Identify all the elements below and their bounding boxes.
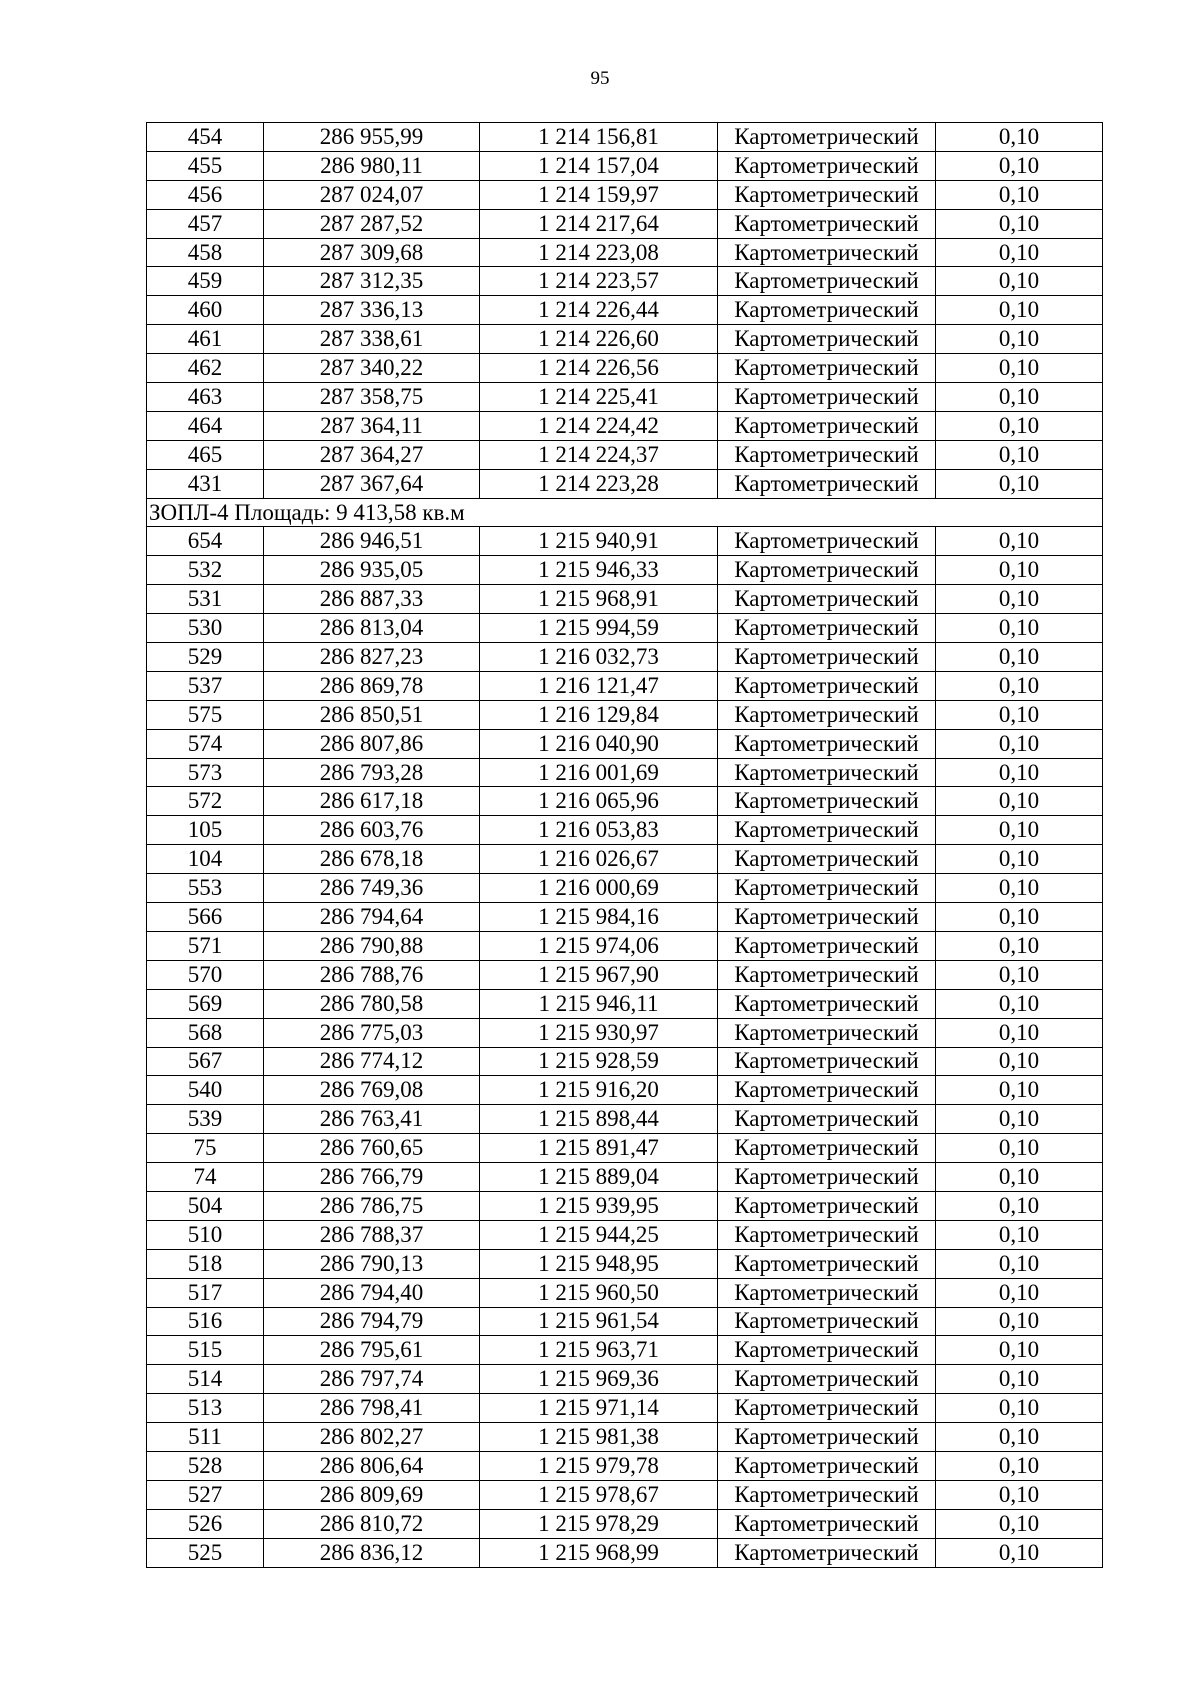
y-coordinate-cell: 1 215 898,44 <box>480 1105 718 1134</box>
accuracy-cell: 0,10 <box>936 556 1103 585</box>
point-number-cell: 575 <box>147 700 264 729</box>
x-coordinate-cell: 286 603,76 <box>264 816 480 845</box>
accuracy-cell: 0,10 <box>936 1163 1103 1192</box>
x-coordinate-cell: 286 836,12 <box>264 1538 480 1567</box>
method-cell: Картометрический <box>718 238 936 267</box>
y-coordinate-cell: 1 214 159,97 <box>480 180 718 209</box>
table-row <box>147 1509 1103 1538</box>
method-cell: Картометрический <box>718 296 936 325</box>
y-coordinate-cell: 1 215 969,36 <box>480 1365 718 1394</box>
table-row <box>147 209 1103 238</box>
x-coordinate-cell: 286 794,40 <box>264 1278 480 1307</box>
x-coordinate-cell: 286 760,65 <box>264 1134 480 1163</box>
point-number-cell: 454 <box>147 123 264 152</box>
table-row <box>147 1249 1103 1278</box>
point-number-cell: 539 <box>147 1105 264 1134</box>
point-number-cell: 459 <box>147 267 264 296</box>
method-cell: Картометрический <box>718 1423 936 1452</box>
method-cell: Картометрический <box>718 816 936 845</box>
y-coordinate-cell: 1 215 979,78 <box>480 1451 718 1480</box>
point-number-cell: 571 <box>147 931 264 960</box>
y-coordinate-cell: 1 215 960,50 <box>480 1278 718 1307</box>
y-coordinate-cell: 1 214 226,60 <box>480 325 718 354</box>
y-coordinate-cell: 1 215 928,59 <box>480 1047 718 1076</box>
table-row <box>147 1191 1103 1220</box>
y-coordinate-cell: 1 215 978,67 <box>480 1480 718 1509</box>
accuracy-cell: 0,10 <box>936 787 1103 816</box>
x-coordinate-cell: 286 807,86 <box>264 729 480 758</box>
table-row <box>147 1394 1103 1423</box>
x-coordinate-cell: 286 887,33 <box>264 585 480 614</box>
accuracy-cell: 0,10 <box>936 1134 1103 1163</box>
method-cell: Картометрический <box>718 931 936 960</box>
accuracy-cell: 0,10 <box>936 411 1103 440</box>
table-row <box>147 238 1103 267</box>
accuracy-cell: 0,10 <box>936 1249 1103 1278</box>
point-number-cell: 457 <box>147 209 264 238</box>
y-coordinate-cell: 1 216 001,69 <box>480 758 718 787</box>
method-cell: Картометрический <box>718 960 936 989</box>
table-row <box>147 787 1103 816</box>
method-cell: Картометрический <box>718 700 936 729</box>
table-row <box>147 1307 1103 1336</box>
point-number-cell: 75 <box>147 1134 264 1163</box>
table-row <box>147 1134 1103 1163</box>
accuracy-cell: 0,10 <box>936 643 1103 672</box>
accuracy-cell: 0,10 <box>936 700 1103 729</box>
method-cell: Картометрический <box>718 1249 936 1278</box>
table-row <box>147 960 1103 989</box>
y-coordinate-cell: 1 216 032,73 <box>480 643 718 672</box>
method-cell: Картометрический <box>718 585 936 614</box>
x-coordinate-cell: 286 790,13 <box>264 1249 480 1278</box>
method-cell: Картометрический <box>718 383 936 412</box>
point-number-cell: 456 <box>147 180 264 209</box>
y-coordinate-cell: 1 215 971,14 <box>480 1394 718 1423</box>
y-coordinate-cell: 1 215 974,06 <box>480 931 718 960</box>
y-coordinate-cell: 1 215 961,54 <box>480 1307 718 1336</box>
x-coordinate-cell: 286 766,79 <box>264 1163 480 1192</box>
method-cell: Картометрический <box>718 729 936 758</box>
accuracy-cell: 0,10 <box>936 180 1103 209</box>
table-row <box>147 903 1103 932</box>
accuracy-cell: 0,10 <box>936 1423 1103 1452</box>
accuracy-cell: 0,10 <box>936 325 1103 354</box>
x-coordinate-cell: 287 024,07 <box>264 180 480 209</box>
accuracy-cell: 0,10 <box>936 238 1103 267</box>
x-coordinate-cell: 286 798,41 <box>264 1394 480 1423</box>
accuracy-cell: 0,10 <box>936 585 1103 614</box>
point-number-cell: 572 <box>147 787 264 816</box>
y-coordinate-cell: 1 216 040,90 <box>480 729 718 758</box>
method-cell: Картометрический <box>718 180 936 209</box>
x-coordinate-cell: 286 806,64 <box>264 1451 480 1480</box>
accuracy-cell: 0,10 <box>936 903 1103 932</box>
table-row <box>147 1365 1103 1394</box>
method-cell: Картометрический <box>718 1220 936 1249</box>
page-number: 95 <box>590 68 610 89</box>
table-row <box>147 1018 1103 1047</box>
point-number-cell: 516 <box>147 1307 264 1336</box>
x-coordinate-cell: 286 749,36 <box>264 874 480 903</box>
y-coordinate-cell: 1 214 225,41 <box>480 383 718 412</box>
y-coordinate-cell: 1 215 978,29 <box>480 1509 718 1538</box>
point-number-cell: 553 <box>147 874 264 903</box>
method-cell: Картометрический <box>718 787 936 816</box>
point-number-cell: 74 <box>147 1163 264 1192</box>
point-number-cell: 570 <box>147 960 264 989</box>
method-cell: Картометрический <box>718 1336 936 1365</box>
point-number-cell: 464 <box>147 411 264 440</box>
table-row <box>147 1163 1103 1192</box>
y-coordinate-cell: 1 215 889,04 <box>480 1163 718 1192</box>
table-row <box>147 1336 1103 1365</box>
x-coordinate-cell: 286 786,75 <box>264 1191 480 1220</box>
point-number-cell: 566 <box>147 903 264 932</box>
accuracy-cell: 0,10 <box>936 845 1103 874</box>
x-coordinate-cell: 287 312,35 <box>264 267 480 296</box>
point-number-cell: 574 <box>147 729 264 758</box>
y-coordinate-cell: 1 215 946,11 <box>480 989 718 1018</box>
method-cell: Картометрический <box>718 556 936 585</box>
x-coordinate-cell: 286 769,08 <box>264 1076 480 1105</box>
method-cell: Картометрический <box>718 1538 936 1567</box>
x-coordinate-cell: 286 955,99 <box>264 123 480 152</box>
accuracy-cell: 0,10 <box>936 874 1103 903</box>
x-coordinate-cell: 287 309,68 <box>264 238 480 267</box>
point-number-cell: 527 <box>147 1480 264 1509</box>
table-row <box>147 1278 1103 1307</box>
coordinates-table-body <box>147 123 1103 1568</box>
y-coordinate-cell: 1 215 967,90 <box>480 960 718 989</box>
point-number-cell: 532 <box>147 556 264 585</box>
point-number-cell: 569 <box>147 989 264 1018</box>
x-coordinate-cell: 286 780,58 <box>264 989 480 1018</box>
table-row <box>147 296 1103 325</box>
method-cell: Картометрический <box>718 671 936 700</box>
point-number-cell: 513 <box>147 1394 264 1423</box>
accuracy-cell: 0,10 <box>936 1278 1103 1307</box>
table-row <box>147 585 1103 614</box>
point-number-cell: 463 <box>147 383 264 412</box>
accuracy-cell: 0,10 <box>936 151 1103 180</box>
method-cell: Картометрический <box>718 411 936 440</box>
method-cell: Картометрический <box>718 874 936 903</box>
x-coordinate-cell: 287 358,75 <box>264 383 480 412</box>
x-coordinate-cell: 286 809,69 <box>264 1480 480 1509</box>
accuracy-cell: 0,10 <box>936 960 1103 989</box>
x-coordinate-cell: 286 794,64 <box>264 903 480 932</box>
y-coordinate-cell: 1 214 156,81 <box>480 123 718 152</box>
section-header-row <box>147 498 1103 527</box>
x-coordinate-cell: 286 775,03 <box>264 1018 480 1047</box>
method-cell: Картометрический <box>718 1278 936 1307</box>
table-row <box>147 1047 1103 1076</box>
y-coordinate-cell: 1 215 939,95 <box>480 1191 718 1220</box>
table-row <box>147 556 1103 585</box>
table-row <box>147 729 1103 758</box>
point-number-cell: 525 <box>147 1538 264 1567</box>
y-coordinate-cell: 1 216 053,83 <box>480 816 718 845</box>
accuracy-cell: 0,10 <box>936 1365 1103 1394</box>
method-cell: Картометрический <box>718 123 936 152</box>
method-cell: Картометрический <box>718 1509 936 1538</box>
x-coordinate-cell: 286 797,74 <box>264 1365 480 1394</box>
method-cell: Картометрический <box>718 643 936 672</box>
table-row <box>147 816 1103 845</box>
accuracy-cell: 0,10 <box>936 816 1103 845</box>
method-cell: Картометрический <box>718 267 936 296</box>
x-coordinate-cell: 286 869,78 <box>264 671 480 700</box>
y-coordinate-cell: 1 216 121,47 <box>480 671 718 700</box>
method-cell: Картометрический <box>718 903 936 932</box>
method-cell: Картометрический <box>718 354 936 383</box>
x-coordinate-cell: 287 340,22 <box>264 354 480 383</box>
method-cell: Картометрический <box>718 1307 936 1336</box>
y-coordinate-cell: 1 216 000,69 <box>480 874 718 903</box>
point-number-cell: 455 <box>147 151 264 180</box>
accuracy-cell: 0,10 <box>936 1018 1103 1047</box>
method-cell: Картометрический <box>718 1134 936 1163</box>
method-cell: Картометрический <box>718 1394 936 1423</box>
point-number-cell: 460 <box>147 296 264 325</box>
point-number-cell: 510 <box>147 1220 264 1249</box>
point-number-cell: 431 <box>147 469 264 498</box>
method-cell: Картометрический <box>718 1105 936 1134</box>
y-coordinate-cell: 1 215 994,59 <box>480 614 718 643</box>
point-number-cell: 514 <box>147 1365 264 1394</box>
y-coordinate-cell: 1 215 946,33 <box>480 556 718 585</box>
method-cell: Картометрический <box>718 469 936 498</box>
x-coordinate-cell: 286 827,23 <box>264 643 480 672</box>
point-number-cell: 104 <box>147 845 264 874</box>
x-coordinate-cell: 287 336,13 <box>264 296 480 325</box>
point-number-cell: 515 <box>147 1336 264 1365</box>
x-coordinate-cell: 286 810,72 <box>264 1509 480 1538</box>
y-coordinate-cell: 1 214 226,44 <box>480 296 718 325</box>
method-cell: Картометрический <box>718 527 936 556</box>
x-coordinate-cell: 286 617,18 <box>264 787 480 816</box>
method-cell: Картометрический <box>718 1451 936 1480</box>
accuracy-cell: 0,10 <box>936 614 1103 643</box>
accuracy-cell: 0,10 <box>936 1047 1103 1076</box>
x-coordinate-cell: 287 367,64 <box>264 469 480 498</box>
table-row <box>147 411 1103 440</box>
accuracy-cell: 0,10 <box>936 1509 1103 1538</box>
y-coordinate-cell: 1 214 157,04 <box>480 151 718 180</box>
y-coordinate-cell: 1 216 065,96 <box>480 787 718 816</box>
point-number-cell: 530 <box>147 614 264 643</box>
x-coordinate-cell: 286 813,04 <box>264 614 480 643</box>
y-coordinate-cell: 1 214 223,28 <box>480 469 718 498</box>
accuracy-cell: 0,10 <box>936 1220 1103 1249</box>
x-coordinate-cell: 286 790,88 <box>264 931 480 960</box>
method-cell: Картометрический <box>718 440 936 469</box>
method-cell: Картометрический <box>718 758 936 787</box>
table-row <box>147 931 1103 960</box>
y-coordinate-cell: 1 215 968,91 <box>480 585 718 614</box>
accuracy-cell: 0,10 <box>936 729 1103 758</box>
point-number-cell: 105 <box>147 816 264 845</box>
accuracy-cell: 0,10 <box>936 758 1103 787</box>
y-coordinate-cell: 1 215 968,99 <box>480 1538 718 1567</box>
point-number-cell: 465 <box>147 440 264 469</box>
method-cell: Картометрический <box>718 209 936 238</box>
table-row <box>147 1105 1103 1134</box>
x-coordinate-cell: 286 793,28 <box>264 758 480 787</box>
x-coordinate-cell: 286 794,79 <box>264 1307 480 1336</box>
table-row <box>147 354 1103 383</box>
accuracy-cell: 0,10 <box>936 1336 1103 1365</box>
y-coordinate-cell: 1 214 223,08 <box>480 238 718 267</box>
x-coordinate-cell: 286 946,51 <box>264 527 480 556</box>
y-coordinate-cell: 1 214 217,64 <box>480 209 718 238</box>
method-cell: Картометрический <box>718 1480 936 1509</box>
accuracy-cell: 0,10 <box>936 1307 1103 1336</box>
table-row <box>147 527 1103 556</box>
method-cell: Картометрический <box>718 325 936 354</box>
accuracy-cell: 0,10 <box>936 1105 1103 1134</box>
table-row <box>147 267 1103 296</box>
table-row <box>147 469 1103 498</box>
table-row <box>147 614 1103 643</box>
table-row <box>147 151 1103 180</box>
y-coordinate-cell: 1 215 963,71 <box>480 1336 718 1365</box>
accuracy-cell: 0,10 <box>936 1191 1103 1220</box>
accuracy-cell: 0,10 <box>936 296 1103 325</box>
point-number-cell: 518 <box>147 1249 264 1278</box>
table-row <box>147 325 1103 354</box>
y-coordinate-cell: 1 216 026,67 <box>480 845 718 874</box>
y-coordinate-cell: 1 215 891,47 <box>480 1134 718 1163</box>
table-row <box>147 874 1103 903</box>
x-coordinate-cell: 286 774,12 <box>264 1047 480 1076</box>
y-coordinate-cell: 1 215 948,95 <box>480 1249 718 1278</box>
x-coordinate-cell: 286 802,27 <box>264 1423 480 1452</box>
accuracy-cell: 0,10 <box>936 931 1103 960</box>
method-cell: Картометрический <box>718 1163 936 1192</box>
x-coordinate-cell: 287 364,27 <box>264 440 480 469</box>
y-coordinate-cell: 1 214 224,37 <box>480 440 718 469</box>
table-row <box>147 180 1103 209</box>
table-row <box>147 671 1103 700</box>
method-cell: Картометрический <box>718 1365 936 1394</box>
x-coordinate-cell: 286 788,37 <box>264 1220 480 1249</box>
method-cell: Картометрический <box>718 1047 936 1076</box>
accuracy-cell: 0,10 <box>936 1538 1103 1567</box>
point-number-cell: 531 <box>147 585 264 614</box>
y-coordinate-cell: 1 216 129,84 <box>480 700 718 729</box>
table-row <box>147 758 1103 787</box>
point-number-cell: 511 <box>147 1423 264 1452</box>
point-number-cell: 537 <box>147 671 264 700</box>
section-title: ЗОПЛ-4 Площадь: 9 413,58 кв.м <box>147 498 1103 527</box>
accuracy-cell: 0,10 <box>936 209 1103 238</box>
accuracy-cell: 0,10 <box>936 527 1103 556</box>
y-coordinate-cell: 1 214 223,57 <box>480 267 718 296</box>
accuracy-cell: 0,10 <box>936 1076 1103 1105</box>
x-coordinate-cell: 286 678,18 <box>264 845 480 874</box>
table-row <box>147 643 1103 672</box>
y-coordinate-cell: 1 215 944,25 <box>480 1220 718 1249</box>
accuracy-cell: 0,10 <box>936 383 1103 412</box>
point-number-cell: 526 <box>147 1509 264 1538</box>
accuracy-cell: 0,10 <box>936 671 1103 700</box>
point-number-cell: 540 <box>147 1076 264 1105</box>
point-number-cell: 462 <box>147 354 264 383</box>
table-row <box>147 440 1103 469</box>
y-coordinate-cell: 1 215 916,20 <box>480 1076 718 1105</box>
x-coordinate-cell: 287 338,61 <box>264 325 480 354</box>
y-coordinate-cell: 1 215 930,97 <box>480 1018 718 1047</box>
y-coordinate-cell: 1 215 940,91 <box>480 527 718 556</box>
accuracy-cell: 0,10 <box>936 440 1103 469</box>
accuracy-cell: 0,10 <box>936 354 1103 383</box>
x-coordinate-cell: 286 935,05 <box>264 556 480 585</box>
accuracy-cell: 0,10 <box>936 469 1103 498</box>
x-coordinate-cell: 287 364,11 <box>264 411 480 440</box>
table-row <box>147 1480 1103 1509</box>
point-number-cell: 458 <box>147 238 264 267</box>
y-coordinate-cell: 1 215 984,16 <box>480 903 718 932</box>
table-row <box>147 1538 1103 1567</box>
point-number-cell: 528 <box>147 1451 264 1480</box>
x-coordinate-cell: 286 980,11 <box>264 151 480 180</box>
table-row <box>147 123 1103 152</box>
accuracy-cell: 0,10 <box>936 267 1103 296</box>
accuracy-cell: 0,10 <box>936 1451 1103 1480</box>
method-cell: Картометрический <box>718 151 936 180</box>
method-cell: Картометрический <box>718 1018 936 1047</box>
method-cell: Картометрический <box>718 614 936 643</box>
x-coordinate-cell: 286 850,51 <box>264 700 480 729</box>
x-coordinate-cell: 287 287,52 <box>264 209 480 238</box>
y-coordinate-cell: 1 214 226,56 <box>480 354 718 383</box>
point-number-cell: 504 <box>147 1191 264 1220</box>
method-cell: Картометрический <box>718 1076 936 1105</box>
point-number-cell: 573 <box>147 758 264 787</box>
x-coordinate-cell: 286 795,61 <box>264 1336 480 1365</box>
point-number-cell: 568 <box>147 1018 264 1047</box>
point-number-cell: 529 <box>147 643 264 672</box>
point-number-cell: 567 <box>147 1047 264 1076</box>
table-row <box>147 383 1103 412</box>
point-number-cell: 461 <box>147 325 264 354</box>
method-cell: Картометрический <box>718 989 936 1018</box>
point-number-cell: 517 <box>147 1278 264 1307</box>
table-row <box>147 1423 1103 1452</box>
x-coordinate-cell: 286 788,76 <box>264 960 480 989</box>
method-cell: Картометрический <box>718 845 936 874</box>
accuracy-cell: 0,10 <box>936 989 1103 1018</box>
table-row <box>147 700 1103 729</box>
point-number-cell: 654 <box>147 527 264 556</box>
y-coordinate-cell: 1 215 981,38 <box>480 1423 718 1452</box>
table-row <box>147 1076 1103 1105</box>
table-row <box>147 1451 1103 1480</box>
accuracy-cell: 0,10 <box>936 1480 1103 1509</box>
x-coordinate-cell: 286 763,41 <box>264 1105 480 1134</box>
method-cell: Картометрический <box>718 1191 936 1220</box>
y-coordinate-cell: 1 214 224,42 <box>480 411 718 440</box>
table-row <box>147 1220 1103 1249</box>
coordinates-table <box>146 122 1103 1568</box>
table-row <box>147 989 1103 1018</box>
accuracy-cell: 0,10 <box>936 1394 1103 1423</box>
table-row <box>147 845 1103 874</box>
accuracy-cell: 0,10 <box>936 123 1103 152</box>
